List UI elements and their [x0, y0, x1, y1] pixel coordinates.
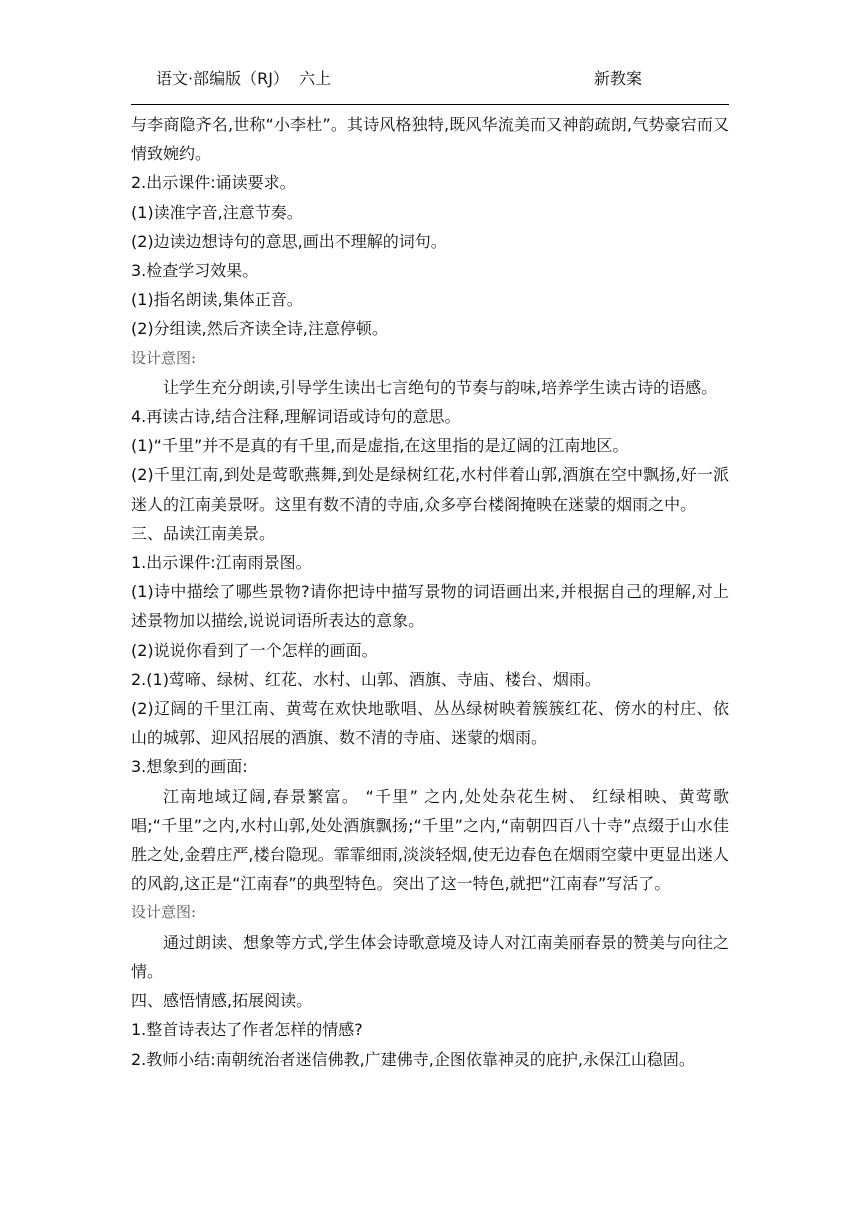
section-heading: 四、感悟情感,拓展阅读。 [131, 991, 313, 1011]
paragraph: 通过朗读、想象等方式,学生体会诗歌意境及诗人对江南美丽春景的赞美与向往之情。 [131, 932, 729, 981]
document-body [131, 110, 729, 1074]
section-heading: 三、品读江南美景。 [131, 523, 276, 543]
design-intent-label: 设计意图: [131, 903, 197, 922]
paragraph: (2)分组读,然后齐读全诗,注意停顿。 [131, 319, 388, 339]
paragraph: 3.检查学习效果。 [131, 261, 259, 281]
paragraph: 2.教师小结:南朝统治者迷信佛教,广建佛寺,企图依靠神灵的庇护,永保江山稳固。 [131, 1049, 695, 1069]
paragraph: 让学生充分朗读,引导学生读出七言绝句的节奏与韵味,培养学生读古诗的语感。 [163, 377, 718, 397]
design-intent-label: 设计意图: [131, 348, 197, 367]
paragraph: (2)说说你看到了一个怎样的画面。 [131, 640, 378, 660]
paragraph: 2.出示课件:诵读要求。 [131, 173, 296, 193]
paragraph: 2.(1)莺啼、绿树、红花、水村、山郭、酒旗、寺庙、楼台、烟雨。 [131, 669, 601, 689]
paragraph: (2)千里江南,到处是莺歌燕舞,到处是绿树红花,水村伴着山郭,酒旗在空中飘扬,好一派迷人的江南美景呀。这里有数不清的寺庙,众多亭台楼阁掩映在迷蒙的烟雨之中。 [131, 465, 729, 514]
paragraph: (2)辽阔的千里江南、黄莺在欢快地歌唱、丛丛绿树映着簇簇红花、傍水的村庄、依山的城郭、迎风招展的酒旗、数不清的寺庙、迷蒙的烟雨。 [131, 699, 729, 748]
paragraph: 江南地域辽阔,春景繁富。 “千里” 之内,处处杂花生树、 红绿相映、黄莺歌唱;“千里”之内,水村山郭,处处酒旗飘扬;“千里”之内,“南朝四百八十寺”点缀于山水佳胜之处,金碧庄严,楼台隐现。霏霏细雨,淡淡轻烟,使无边春色在烟雨空蒙中更显出迷人的风韵,这正是“江南春”的典型特色。突出了这一特色,就把“江南春”写活了。 [131, 786, 729, 894]
header-doc-type: 新教案 [594, 69, 643, 88]
header-subject: 语文·部编版（RJ） 六上 [156, 69, 332, 88]
paragraph: 1.出示课件:江南雨景图。 [131, 553, 312, 573]
paragraph: 4.再读古诗,结合注释,理解词语或诗句的意思。 [131, 407, 461, 427]
page-header [131, 64, 729, 105]
paragraph: 与李商隐齐名,世称“小李杜”。其诗风格独特,既风华流美而又神韵疏朗,气势豪宕而又情致婉约。 [131, 115, 729, 164]
paragraph: (2)边读边想诗句的意思,画出不理解的词句。 [131, 231, 447, 251]
paragraph: 1.整首诗表达了作者怎样的情感? [131, 1020, 363, 1040]
paragraph: (1)读准字音,注意节奏。 [131, 202, 303, 222]
paragraph: (1)“千里”并不是真的有千里,而是虚指,在这里指的是辽阔的江南地区。 [131, 436, 629, 456]
paragraph: (1)指名朗读,集体正音。 [131, 290, 303, 310]
paragraph: (1)诗中描绘了哪些景物?请你把诗中描写景物的词语画出来,并根据自己的理解,对上述景物加以描绘,说说词语所表达的意象。 [131, 582, 729, 631]
paragraph: 3.想象到的画面: [131, 757, 248, 777]
